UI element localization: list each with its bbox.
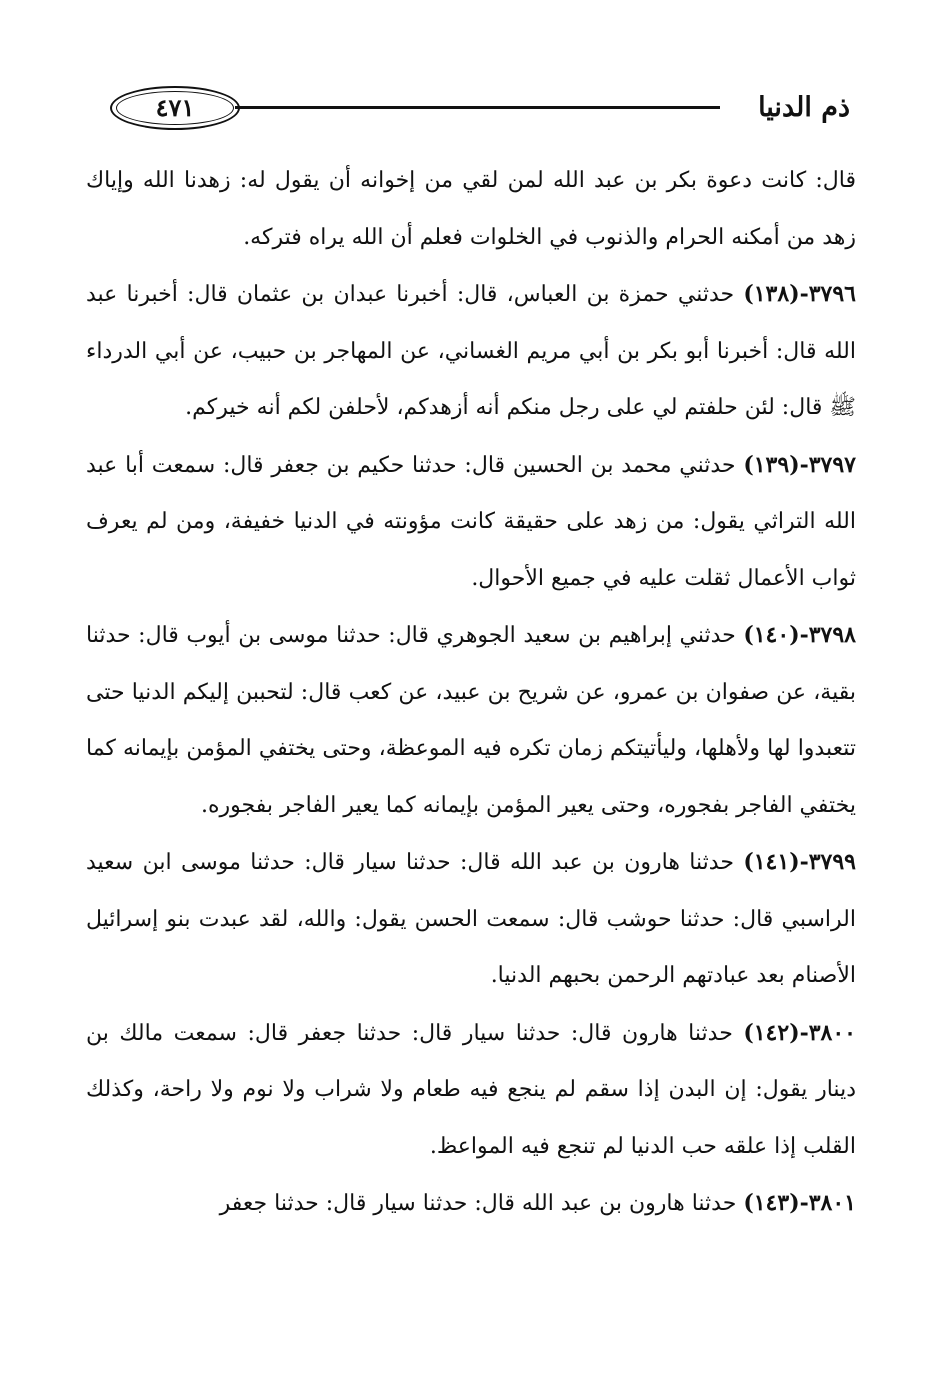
hadith-number: ٣٧٩٧-(١٣٩) <box>743 451 856 478</box>
paragraph-hadith-3801 <box>86 1175 856 1233</box>
hadith-number: ٣٨٠١-(١٤٣) <box>743 1190 856 1216</box>
hadith-number: ٣٧٩٨-(١٤٠) <box>743 622 856 648</box>
paragraph-hadith-3799 <box>86 834 856 1005</box>
hadith-number: ٣٧٩٩-(١٤١) <box>743 849 856 875</box>
page-number: ٤٧١ <box>155 93 195 122</box>
paragraph-text: حدثني إبراهيم بن سعيد الجوهري قال: حدثنا موسى بن أيوب قال: حدثنا بقية، عن صفوان بن عمرو، عن شريح بن عبيد، عن كعب قال: لتحببن إليكم الدنيا حتى تتعبدوا لها ولأهلها، وليأتيتكم زمان تكره فيه الموعظة، وحتى يختفي المؤمن بإيمانه كما يختفي الفاجر بفجوره، وحتى يعير المؤمن بإيمانه كما يعير الفاجر بفجوره. <box>86 623 856 818</box>
hadith-number: ٣٧٩٦-(١٣٨) <box>743 281 856 307</box>
paragraph-continuation <box>86 152 856 266</box>
paragraph-text: حدثنا هارون بن عبد الله قال: حدثنا سيار قال: حدثنا موسى ابن سعيد الراسبي قال: حدثنا حوشب قال: سمعت الحسن يقول: والله، لقد عبدت بنو إسرائيل الأصنام بعد عبادتهم الرحمن بحبهم الدنيا. <box>86 850 856 988</box>
paragraph-hadith-3800 <box>86 1005 856 1176</box>
paragraph-text: حدثنا هارون بن عبد الله قال: حدثنا سيار قال: حدثنا جعفر <box>219 1191 744 1216</box>
paragraph-hadith-3798 <box>86 607 856 834</box>
paragraph-text: قال: كانت دعوة بكر بن عبد الله لمن لقي من إخوانه أن يقول له: زهدنا الله وإياك زهد من أمكنه الحرام والذنوب في الخلوات فعلم أن الله يراه فتركه. <box>86 168 856 250</box>
paragraph-text: حدثني حمزة بن العباس، قال: أخبرنا عبدان بن عثمان قال: أخبرنا عبد الله قال: أخبرنا أبو بكر بن أبي مريم الغساني، عن المهاجر بن حبيب، عن أبي الدرداء ﷺ قال: لئن حلفتم لي على رجل منكم أنه أزهدكم، لأحلفن لكم أنه خيركم. <box>86 282 856 420</box>
paragraph-hadith-3796 <box>86 266 856 437</box>
paragraph-hadith-3797 <box>86 437 856 608</box>
body-text <box>86 152 856 1233</box>
page-header <box>110 86 850 136</box>
paragraph-text: حدثنا هارون قال: حدثنا سيار قال: حدثنا جعفر قال: سمعت مالك بن دينار يقول: إن البدن إذا سقم لم ينجع فيه طعام ولا شراب ولا نوم ولا راحة، وكذلك القلب إذا علقه حب الدنيا لم تنجع فيه المواعظ. <box>86 1020 856 1159</box>
hadith-number: ٣٨٠٠-(١٤٢) <box>743 1019 856 1046</box>
header-rule <box>235 106 720 109</box>
page-number-frame <box>110 86 240 130</box>
paragraph-text: حدثني محمد بن الحسين قال: حدثنا حكيم بن جعفر قال: سمعت أبا عبد الله التراثي يقول: من زهد على حقيقة كانت مؤونته في الدنيا خفيفة، ومن لم يعرف ثواب الأعمال ثقلت عليه في جميع الأحوال. <box>86 452 856 591</box>
running-title: ذم الدنيا <box>758 92 850 123</box>
